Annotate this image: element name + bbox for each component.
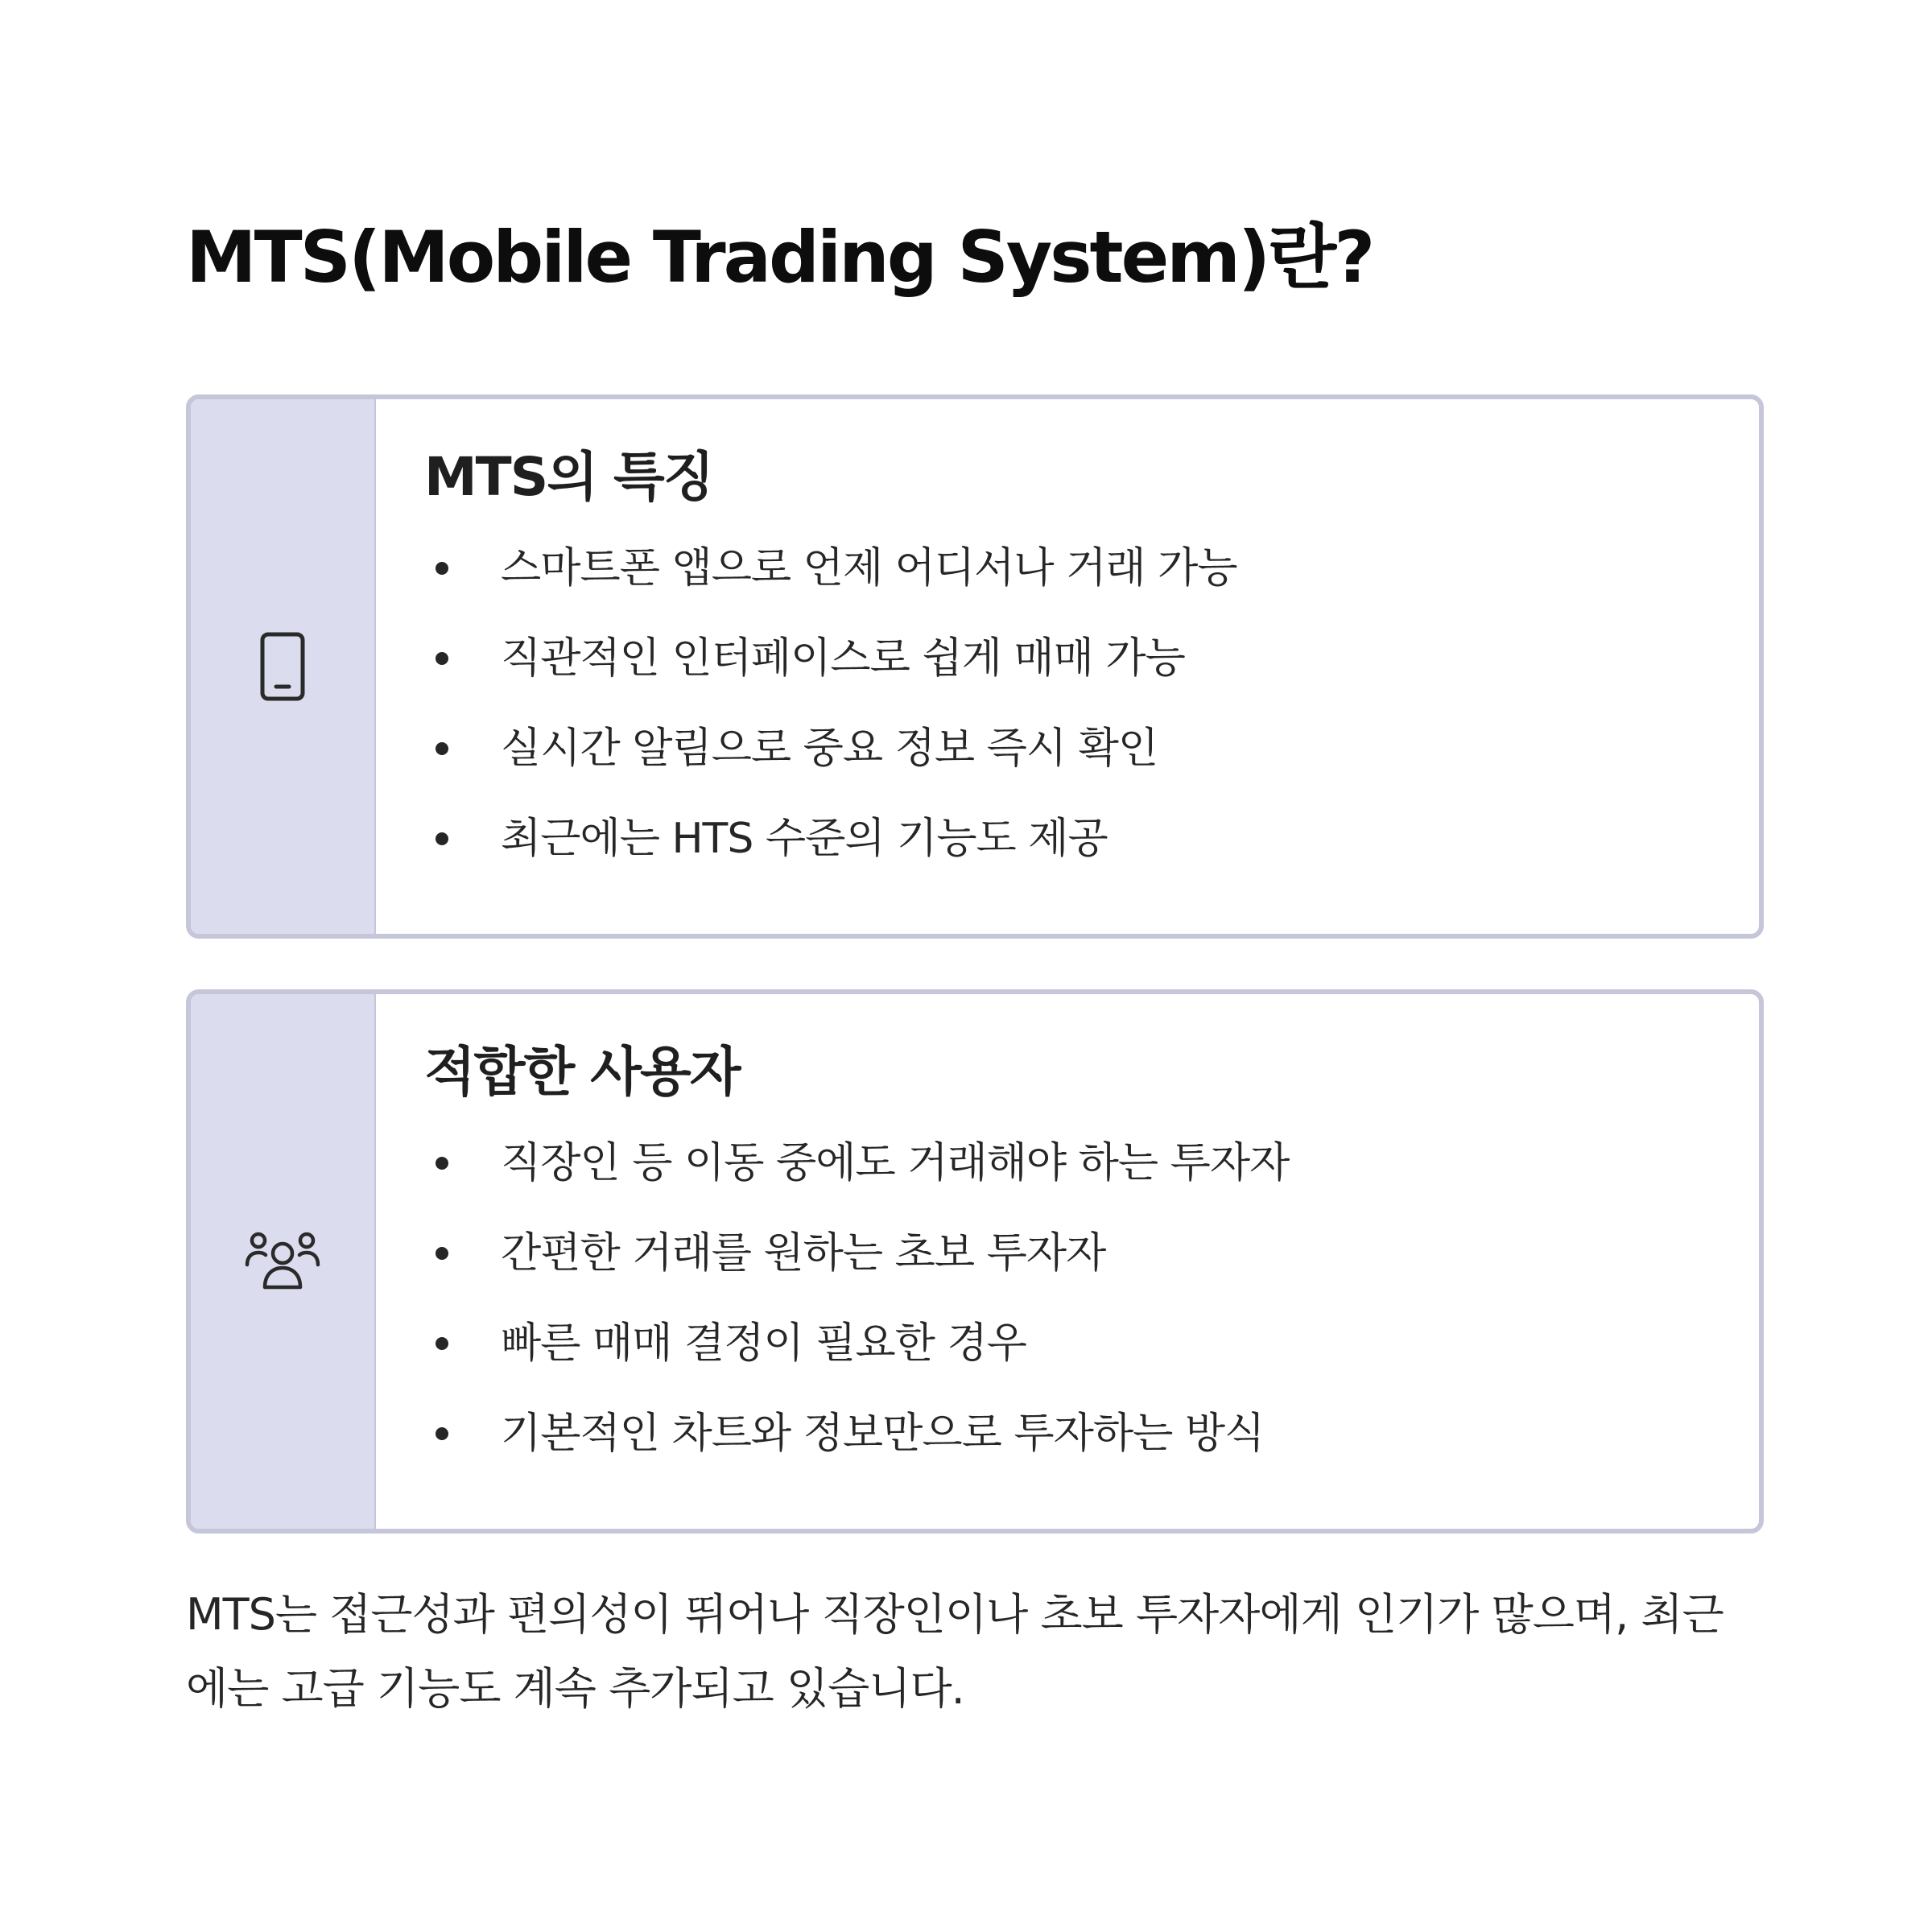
list-item-text: 스마트폰 앱으로 언제 어디서나 거래 가능: [501, 544, 1237, 592]
card-heading: MTS의 특징: [424, 446, 713, 508]
list-item-text: 간편한 거래를 원하는 초보 투자자: [501, 1229, 1106, 1278]
list-item-text: 직관적인 인터페이스로 쉽게 매매 가능: [501, 634, 1185, 683]
card-body: [424, 1033, 1727, 1479]
feature-list: [424, 523, 1727, 884]
bullet-dot: [436, 1157, 448, 1170]
bullet-dot: [436, 1337, 448, 1350]
user-card: [186, 989, 1764, 1534]
list-item-text: 직장인 등 이동 중에도 거래해야 하는 투자자: [501, 1139, 1290, 1187]
list-item: [424, 704, 1727, 794]
bullet-dot: [436, 1247, 448, 1260]
icon-column: [191, 994, 376, 1529]
card-heading: 적합한 사용자: [424, 1041, 740, 1103]
list-item: [424, 613, 1727, 704]
page-content: [186, 201, 1764, 1714]
card-body: [424, 438, 1727, 884]
list-item-text: 빠른 매매 결정이 필요한 경우: [501, 1319, 1026, 1368]
bullet-dot: [436, 742, 448, 755]
bullet-dot: [436, 652, 448, 665]
bullet-dot: [436, 1427, 448, 1440]
icon-column: [191, 399, 376, 934]
list-item-text: 최근에는 HTS 수준의 기능도 제공: [501, 815, 1108, 863]
page-title: MTS(Mobile Trading System)란?: [186, 216, 1373, 299]
list-item: [424, 1208, 1727, 1298]
bullet-dot: [436, 832, 448, 845]
list-item-text: 실시간 알림으로 중요 정보 즉시 확인: [501, 724, 1158, 773]
summary-text: MTS는 접근성과 편의성이 뛰어나 직장인이나 초보 투자자에게 인기가 많으며, 최근에는 고급 기능도 계속 추가되고 있습니다.: [186, 1589, 1724, 1714]
list-item: [424, 794, 1727, 884]
bullet-dot: [436, 562, 448, 575]
feature-card: [186, 394, 1764, 939]
user-list: [424, 1118, 1727, 1479]
smartphone-icon: [258, 630, 307, 703]
list-item: [424, 523, 1727, 613]
users-icon: [244, 1231, 321, 1292]
list-item: [424, 1298, 1727, 1389]
list-item-text: 기본적인 차트와 정보만으로 투자하는 방식: [501, 1410, 1265, 1458]
list-item: [424, 1389, 1727, 1479]
list-item: [424, 1118, 1727, 1208]
